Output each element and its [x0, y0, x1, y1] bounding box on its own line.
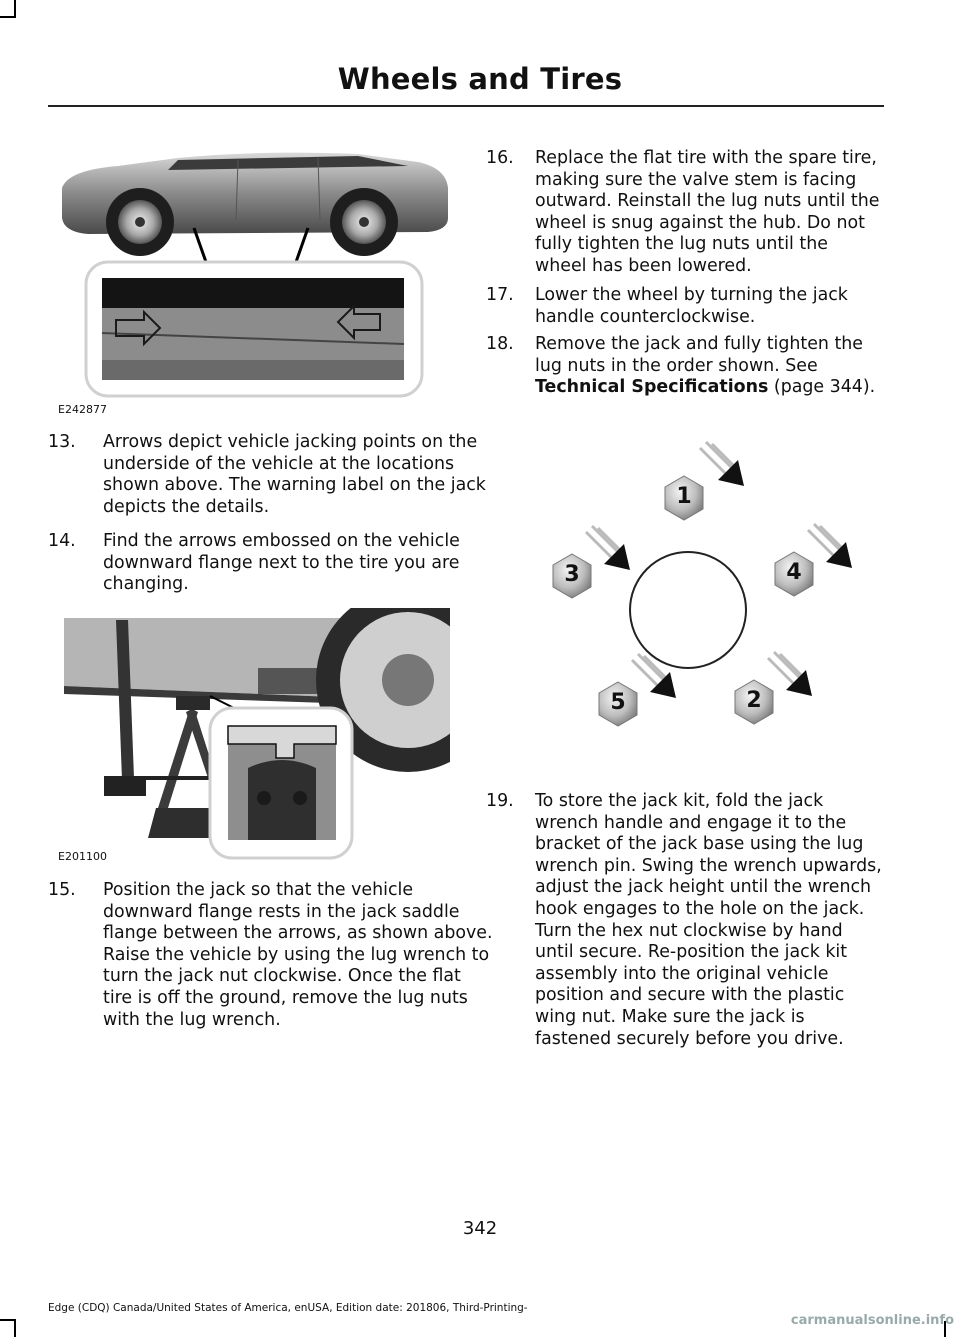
arrow-icon — [806, 522, 856, 572]
step-number: 16. — [486, 148, 514, 168]
figure-label: E201100 — [58, 850, 107, 863]
figure-label: E242877 — [58, 403, 107, 416]
step-number: 15. — [48, 880, 76, 900]
step-number: 18. — [486, 334, 514, 354]
watermark[interactable]: carmanualsonline.info — [790, 1313, 954, 1328]
step-text: Find the arrows embossed on the vehicle downward flange next to the tire you are changing. — [103, 531, 460, 595]
crop-mark — [0, 1319, 16, 1321]
step-number: 14. — [48, 531, 76, 551]
step-number: 17. — [486, 285, 514, 305]
step-text — [535, 334, 883, 399]
jack-illustration — [58, 608, 450, 870]
arrow-icon — [698, 440, 748, 490]
lug-nut-number: 5 — [610, 690, 626, 715]
lug-nut-order-figure — [530, 440, 860, 740]
lug-nut-number: 2 — [746, 688, 762, 713]
crop-mark — [0, 16, 16, 18]
arrow-icon — [630, 652, 680, 702]
step-text: To store the jack kit, fold the jack wrench handle and engage it to the bracket of the jack base using the lug wrench pin. Swing the wrench upwards, adjust the jack height until the wrench hook engages to the hole on the jack. Turn the hex nut clockwise by hand until secure. Re-position the jack kit assembly into the original vehicle position and secure with the plastic wing nut. Make sure the jack is fastened securely before you drive. — [535, 791, 882, 1049]
footer-edition: Edge (CDQ) Canada/United States of America, enUSA, Edition date: 201806, Third-Printing- — [48, 1302, 528, 1314]
vehicle-jacking-points-figure — [58, 148, 450, 416]
lug-nut-number: 4 — [786, 560, 802, 585]
arrow-icon — [584, 524, 634, 574]
crop-mark — [14, 0, 16, 16]
header-rule — [48, 105, 884, 107]
step-text-after: (page 344). — [768, 377, 876, 398]
step-text: Lower the wheel by turning the jack handle counterclockwise. — [535, 285, 848, 327]
arrow-icon — [766, 650, 816, 700]
step-text: Position the jack so that the vehicle downward flange rests in the jack saddle flange between the arrows, as shown above. Raise the vehicle by using the lug wrench to turn the jack nut clockwise. Once the flat tire is off the ground, remove the lug nuts with the lug wrench. — [103, 880, 493, 1030]
crop-mark — [14, 1321, 16, 1337]
jack-position-figure — [58, 608, 450, 870]
lug-nut-number: 3 — [564, 562, 580, 587]
step-text-before: Remove the jack and fully tighten the lug nuts in the order shown. See — [535, 334, 864, 376]
step-text: Replace the flat tire with the spare tire, making sure the valve stem is facing outward. Reinstall the lug nuts until the wheel is snug against the hub. Do not fully tighten the lug nuts until the wheel has been lowered. — [535, 148, 880, 276]
page-number: 342 — [462, 1218, 498, 1239]
lug-nut-number: 1 — [676, 484, 692, 509]
page-title: Wheels and Tires — [337, 62, 623, 96]
step-number: 19. — [486, 791, 514, 811]
step-text: Arrows depict vehicle jacking points on the underside of the vehicle at the locations shown above. The warning label on the jack depicts the details. — [103, 432, 486, 517]
step-number: 13. — [48, 432, 76, 452]
vehicle-illustration — [58, 148, 450, 410]
technical-specifications-link[interactable]: Technical Specifications — [535, 377, 769, 398]
